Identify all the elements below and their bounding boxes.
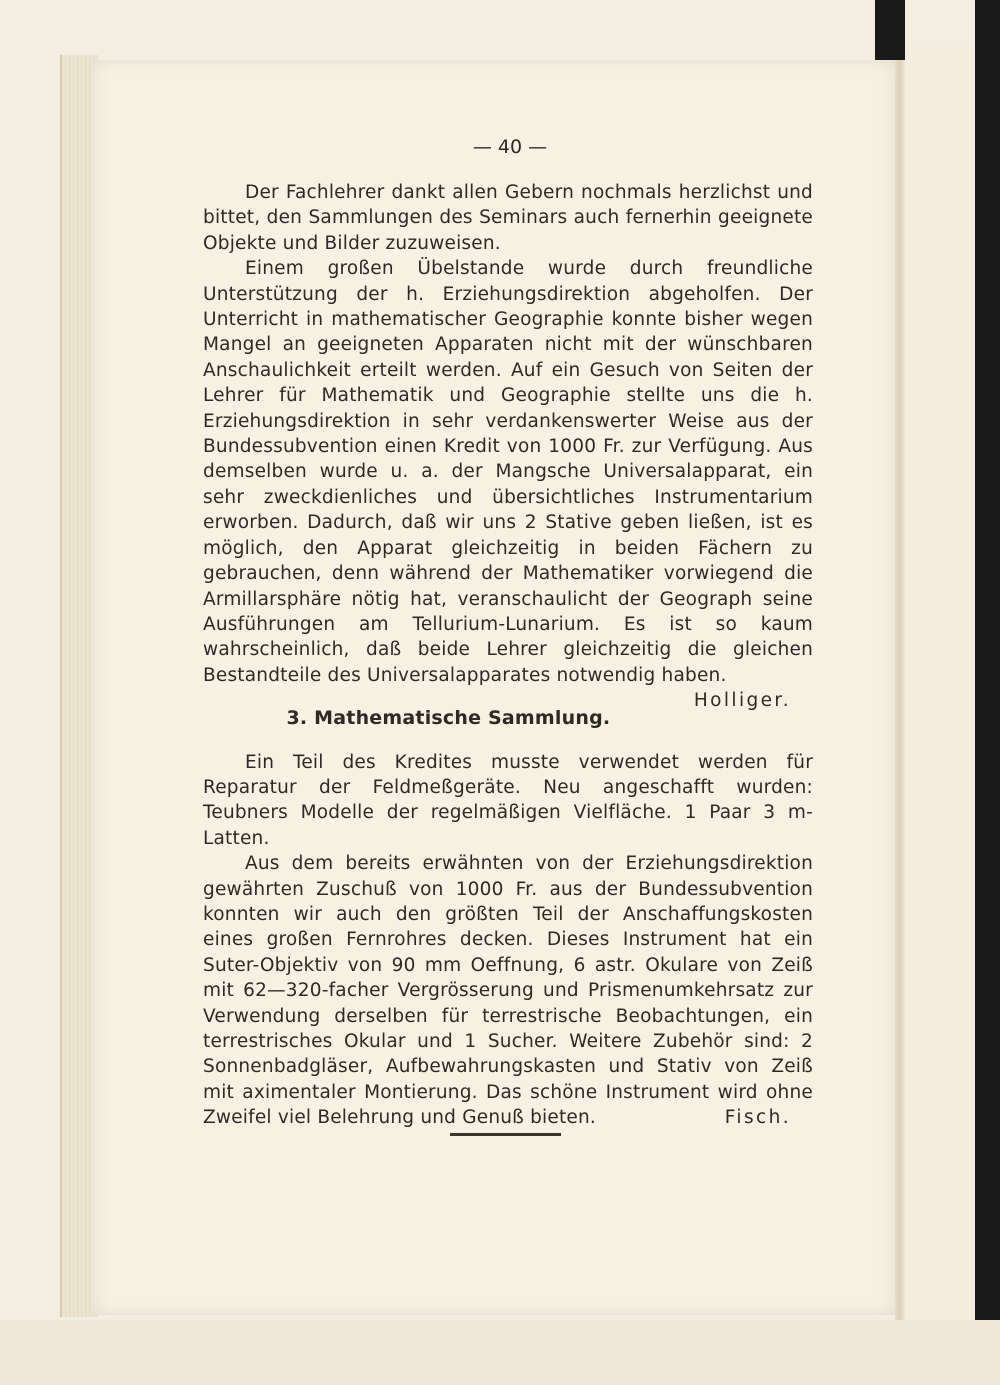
scan-border-top	[875, 0, 905, 60]
page-number: — 40 —	[472, 136, 548, 158]
signature-holliger: Holliger.	[693, 690, 791, 712]
end-rule	[450, 1133, 561, 1136]
signature-fisch: Fisch.	[724, 1107, 791, 1129]
body-text	[203, 180, 813, 1131]
scan-bottom-margin	[0, 1320, 1000, 1385]
paragraph-telescope-text: Aus dem bereits erwähnten von der Erziehungsdirektion gewährten Zuschuß von 1000 Fr. aus der Bundessubvention konnten wir auch den größten Teil der Anschaffungskosten eines großen Fernrohres decken. Dieses Instrument hat ein Suter-Objektiv von 90 mm Oeffnung, 6 astr. Okulare von Zeiß mit 62—320-facher Vergrösserung und Prismenumkehrsatz zur Verwendung derselben für terrestrische Beobachtungen, ein terrestrisches Okular und 1 Sucher. Weitere Zubehör sind: 2 Sonnenbadgläser, Aufbewahrungskasten und Stativ von Zeiß mit aximentaler Montierung. Das schöne Instrument wird ohne Zweifel viel Belehrung und Genuß bieten.	[203, 853, 813, 1129]
paragraph-apparatus	[203, 256, 813, 712]
paragraph-telescope	[203, 851, 813, 1130]
paragraph-repairs: Ein Teil des Kredites musste verwendet werden für Reparatur der Feldmeßgeräte. Neu angeschafft wurden: Teubners Modelle der regelmäßigen Vielfläche. 1 Paar 3 m-Latten.	[203, 751, 813, 849]
section-heading: 3. Mathematische Sammlung.	[286, 707, 611, 730]
book-gutter	[895, 40, 905, 1340]
paragraph-thanks: Der Fachlehrer dankt allen Gebern nochmals herzlichst und bittet, den Sammlungen des Seminars auch fernerhin geeignete Objekte und Bilder zuzuweisen.	[203, 182, 813, 254]
scan-border-right	[975, 0, 1000, 1385]
paragraph-apparatus-text: Einem großen Übelstande wurde durch freundliche Unterstützung der h. Erziehungsdirektion abgeholfen. Der Unterricht in mathematischer Geographie konnte bisher wegen Mangel an geeigneten Apparaten nicht mit der wünschbaren Anschaulichkeit erteilt werden. Auf ein Gesuch von Seiten der Lehrer für Mathematik und Geographie stellte uns die h. Erziehungsdirektion in sehr verdankenswerter Weise aus der Bundessubvention einen Kredit von 1000 Fr. zur Verfügung. Aus demselben wurde u. a. der Mangsche Universalapparat, ein sehr zweckdienliches und übersichtliches Instrumentarium erworben. Dadurch, daß wir uns 2 Stative geben ließen, ist es möglich, den Apparat gleichzeitig in beiden Fächern zu gebrauchen, denn während der Mathematiker vorwiegend die Armillarsphäre nötig hat, veranschaulicht der Geograph seine Ausführungen am Tellurium-Lunarium. Es ist so kaum wahrscheinlich, daß beide Lehrer gleichzeitig die gleichen Bestandteile des Universalapparates notwendig haben.	[203, 258, 813, 686]
